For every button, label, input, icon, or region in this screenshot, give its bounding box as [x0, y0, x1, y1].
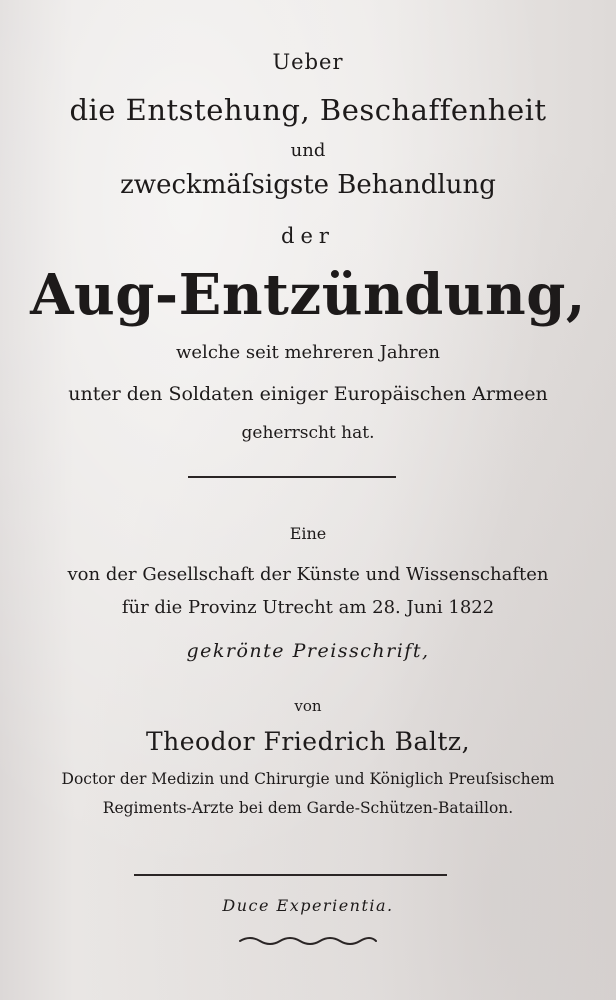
subtitle-line-2: unter den Soldaten einiger Europäischen Armeen	[68, 383, 548, 405]
und-line: und	[290, 140, 326, 161]
subtitle-line-1: welche seit mehreren Jahren	[176, 342, 440, 363]
prize-line-2: für die Provinz Utrecht am 28. Juni 1822	[121, 597, 495, 618]
author-title-1: Doctor der Medizin und Chirurgie und Königlich Preuſsischem	[61, 770, 555, 788]
title-line-2: zweckmäſsigste Behandlung	[120, 170, 496, 200]
author-title-2: Regiments-Arzte bei dem Garde-Schützen-Bataillon.	[102, 799, 514, 817]
von-line: von	[294, 697, 322, 715]
motto: Duce Experientia.	[222, 896, 394, 915]
divider-rule-bottom	[134, 874, 447, 876]
eine-line: Eine	[289, 524, 327, 543]
subtitle-line-3: geherrscht hat.	[241, 423, 375, 443]
ueber-line: Ueber	[272, 50, 344, 74]
author-name: Theodor Friedrich Baltz,	[145, 727, 471, 756]
prize-line-3: gekrönte Preisschrift,	[186, 640, 430, 662]
main-title: Aug-Entzündung,	[30, 262, 586, 328]
der-line: der	[281, 224, 335, 248]
prize-line-1: von der Gesellschaft der Künste und Wissenschaften	[67, 564, 549, 585]
divider-rule-top	[188, 476, 396, 478]
title-line-1: die Entstehung, Beschaffenheit	[69, 93, 547, 127]
wave-ornament-icon	[238, 932, 378, 948]
